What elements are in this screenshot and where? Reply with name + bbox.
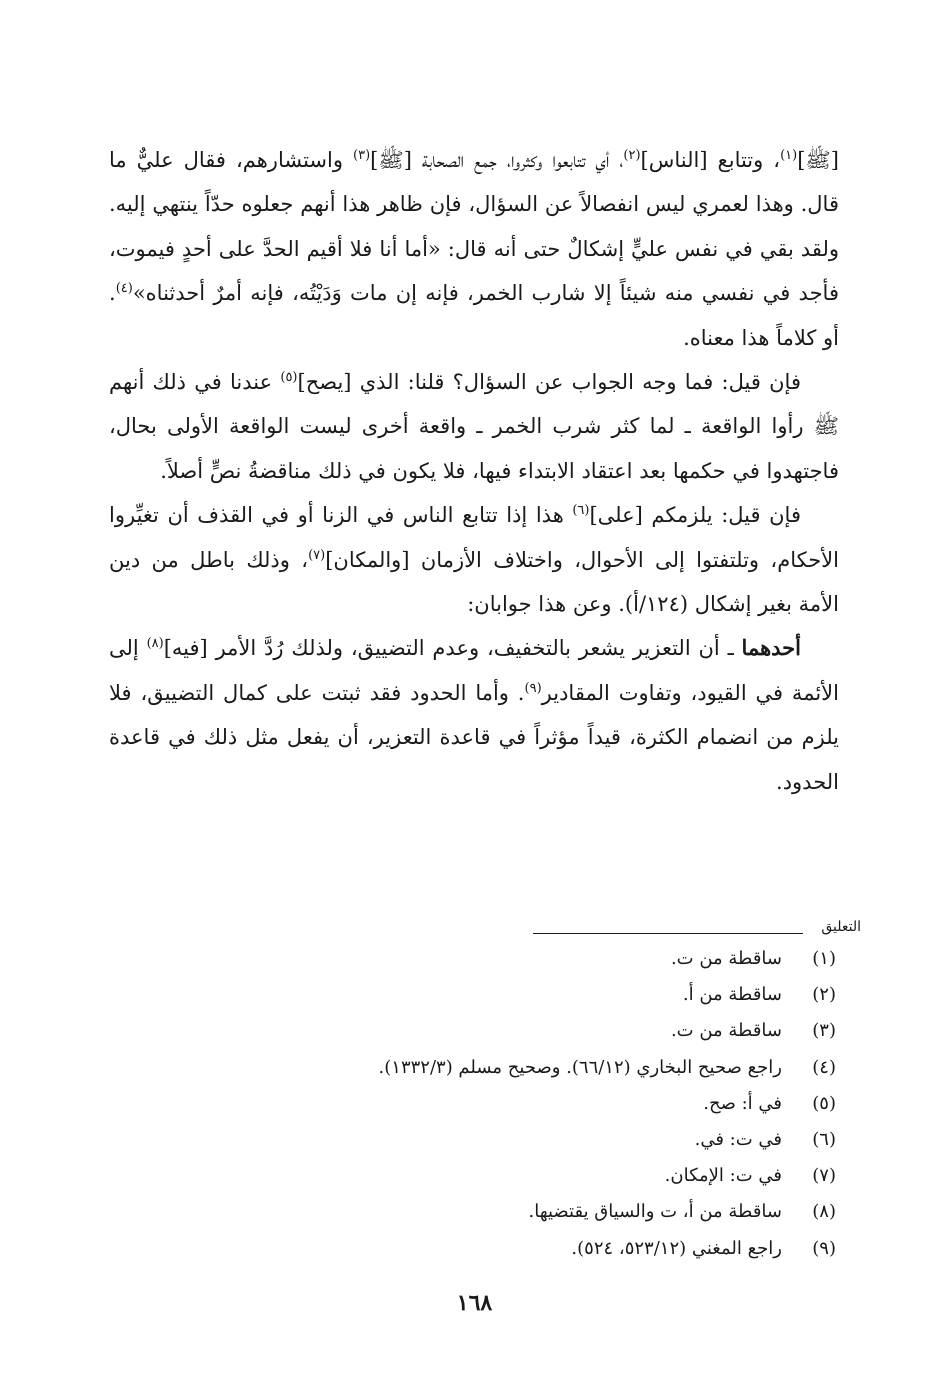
text-run: ـ أن التعزير يشعر بالتخفيف، وعدم التضييق، ولذلك رُدَّ الأمر [فيه] (163, 636, 742, 661)
footnote-number: (٧) (812, 1165, 836, 1187)
paragraph-1 (109, 138, 839, 360)
footnote-item (116, 943, 836, 979)
text-run: عندنا في ذلك أنهم ﷺ رأوا الواقعة ـ لما كثر شرب الخمر ـ واقعة أخرى ليست الواقعة الأولى بحال، فاجتهدوا في حكمها بعد اعتقاد الابتداء فيها، فلا يكون في ذلك مناقضةُ نصٍّ أصلاً. (109, 370, 839, 483)
footnote-item (116, 1196, 836, 1232)
footnote-ref: (٤) (115, 281, 133, 297)
text-run: إلى الأئمة في القيود، وتفاوت المقادير (109, 636, 839, 705)
footnote-text: في أ: صح. (703, 1092, 782, 1114)
text-run: . وأما الحدود فقد ثبتت على كمال التضييق، فلا يلزم من انضمام الكثرة، قيداً مؤثراً في قاعدة التعزير، أن يفعل مثل ذلك في قاعدة الحدود. (109, 680, 839, 794)
footnote-number: (٨) (812, 1201, 836, 1223)
footnote-text: ساقطة من أ. (682, 984, 782, 1006)
footnote-ref: (٣) (353, 148, 371, 163)
footnote-list (116, 943, 836, 1269)
footnote-number: (٩) (812, 1237, 836, 1259)
footnote-ref: (٢) (623, 148, 641, 163)
footnote-text: راجع صحيح البخاري (٦٦/١٢). وصحيح مسلم (١٣٣٢/٣). (378, 1056, 782, 1078)
footnote-text: ساقطة من ت. (670, 948, 782, 969)
footnote-number: (٤) (812, 1056, 836, 1078)
footnote-ref: (٨) (146, 636, 164, 652)
main-text-body (109, 138, 839, 804)
footnote-text: في ت: الإمكان. (664, 1165, 782, 1187)
text-run: فإن قيل: فما وجه الجواب عن السؤال؟ قلنا: الذي [يصح] (297, 370, 801, 395)
footnote-ref: (٧) (308, 547, 326, 563)
text-run: واستشارهم، فقال عليٌّ ما قال. وهذا لعمري ليس انفصالاً عن السؤال، فإن ظاهر هذا أنهم جعلوه حدّاً ينتهي إليه. ولقد بقي في نفس عليٍّ إشكالٌ حتى أنه قال: «أما أنا فلا أقيم الحدَّ على أحدٍ فيموت، فأجد في نفسي منه شيئاً إلا شارب الخمر، فإنه إن مات وَدَيْتُه، فإنه أمرٌ أحدثناه» (109, 148, 839, 306)
text-run: . أو كلاماً هذا معناه. (109, 281, 839, 350)
footnote-item (116, 1052, 836, 1088)
footnote-ref: (٦) (572, 503, 590, 519)
paragraph-4 (109, 626, 839, 804)
footnote-item (116, 1233, 836, 1269)
text-run: [ﷺ] (797, 148, 839, 172)
footnote-item (116, 1088, 836, 1124)
footnote-text: ساقطة من ت. (670, 1020, 782, 1042)
footnote-item (116, 979, 836, 1015)
page-number: ١٦٨ (456, 1290, 493, 1316)
bold-lead-word: أحدهما (741, 635, 801, 661)
footnote-ref: (٩) (524, 680, 542, 696)
footnote-text: في ت: في. (694, 1128, 782, 1150)
footnote-ref: (٥) (280, 370, 298, 386)
text-run: فإن قيل: يلزمكم [على] (589, 503, 801, 528)
footnote-label: التعليق (821, 919, 861, 935)
footnote-number: (٣) (812, 1020, 836, 1042)
footnote-number: (٢) (812, 984, 836, 1006)
footnote-item (116, 1160, 836, 1196)
footnote-ref: (١) (780, 148, 798, 163)
footnote-number: (١) (812, 948, 836, 969)
footnote-text: راجع المغني (٥٢٣/١٢، ٥٢٤). (571, 1237, 782, 1259)
text-run: ، أي تتابعوا وكثروا، جمع الصحابة [ﷺ] (370, 148, 624, 172)
footnote-item (116, 1015, 836, 1051)
footnote-text: ساقطة من أ، ت والسياق يقتضيها. (528, 1201, 782, 1223)
paragraph-2 (109, 360, 839, 493)
footnote-number: (٦) (812, 1128, 836, 1150)
footnote-divider (533, 933, 803, 934)
text-run: ، وذلك باطل من دين الأمة بغير إشكال (١٢٤/أ). وعن هذا جوابان: (109, 547, 839, 617)
text-run: هذا إذا تتابع الناس في الزنا أو في القذف أن تغيِّروا الأحكام، وتلتفتوا إلى الأحوال، واختلاف الأزمان [والمكان] (109, 503, 839, 572)
text-run: ، وتتابع [الناس] (640, 148, 781, 172)
footnote-item (116, 1124, 836, 1160)
footnote-number: (٥) (812, 1092, 836, 1114)
footnote-header (531, 918, 861, 940)
paragraph-3 (109, 493, 839, 626)
